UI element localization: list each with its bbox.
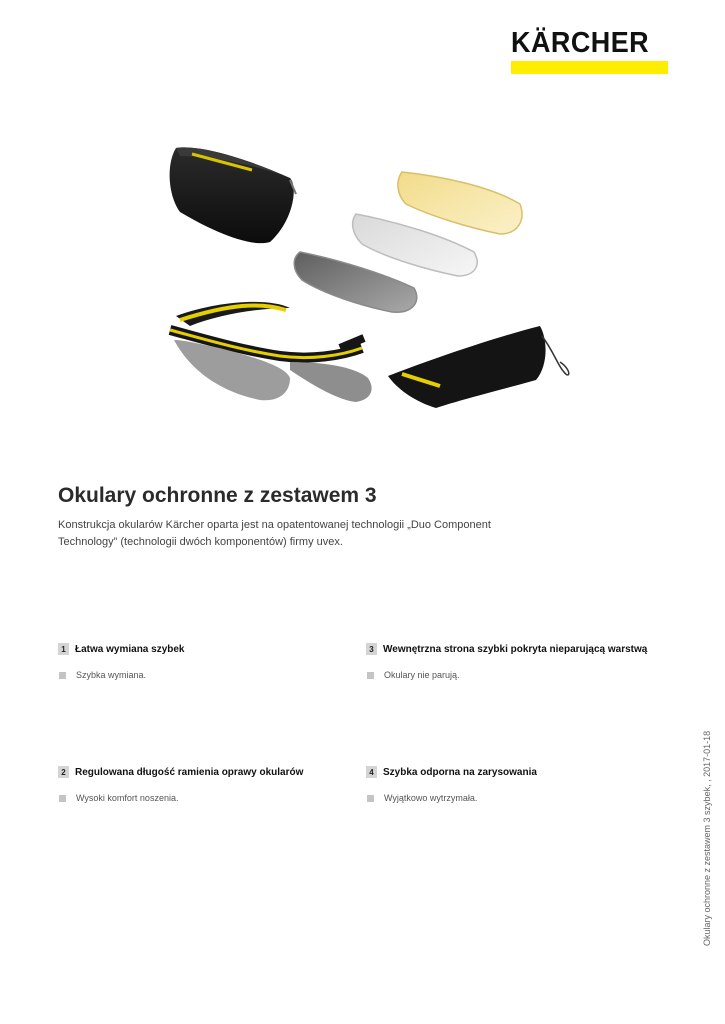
glasses-case: [170, 147, 296, 243]
document-side-label: Okulary ochronne z zestawem 3 szybek, , 2017-01-18: [702, 730, 712, 946]
bullet-icon: [59, 795, 66, 802]
product-description: Konstrukcja okularów Kärcher oparta jest na opatentowanej technologii „Duo Component Technology” (technologii dwóch komponentów) firmy uvex.: [58, 519, 491, 548]
grey-lens: [294, 252, 417, 312]
feature-number-badge: 2: [58, 766, 69, 778]
feature-title: Łatwa wymiana szybek: [75, 643, 185, 655]
safety-glasses: [170, 302, 372, 402]
feature-title: Wewnętrzna strona szybki pokryta nieparującą warstwą: [383, 643, 648, 655]
feature-4: [366, 765, 666, 803]
product-image: [140, 130, 585, 430]
feature-benefit: Szybka wymiana.: [76, 670, 147, 680]
amber-lens: [398, 172, 522, 234]
logo-text: KÄRCHER: [511, 27, 650, 59]
feature-title: Regulowana długość ramienia oprawy okularów: [75, 766, 304, 778]
feature-title: Szybka odporna na zarysowania: [383, 766, 537, 778]
glasses-pouch: [388, 326, 569, 408]
brand-logo: [511, 28, 668, 74]
feature-number-badge: 3: [366, 643, 377, 655]
logo-accent-bar: [511, 61, 668, 74]
feature-2: [58, 765, 358, 803]
bullet-icon: [367, 795, 374, 802]
bullet-icon: [59, 672, 66, 679]
feature-benefit: Wyjątkowo wytrzymała.: [384, 793, 478, 803]
feature-3: [366, 642, 666, 680]
bullet-icon: [367, 672, 374, 679]
product-title: Okulary ochronne z zestawem 3: [58, 484, 377, 507]
feature-benefit: Okulary nie parują.: [384, 670, 460, 680]
feature-number-badge: 1: [58, 643, 69, 655]
feature-1: [58, 642, 358, 680]
feature-benefit: Wysoki komfort noszenia.: [76, 793, 179, 803]
feature-number-badge: 4: [366, 766, 377, 778]
